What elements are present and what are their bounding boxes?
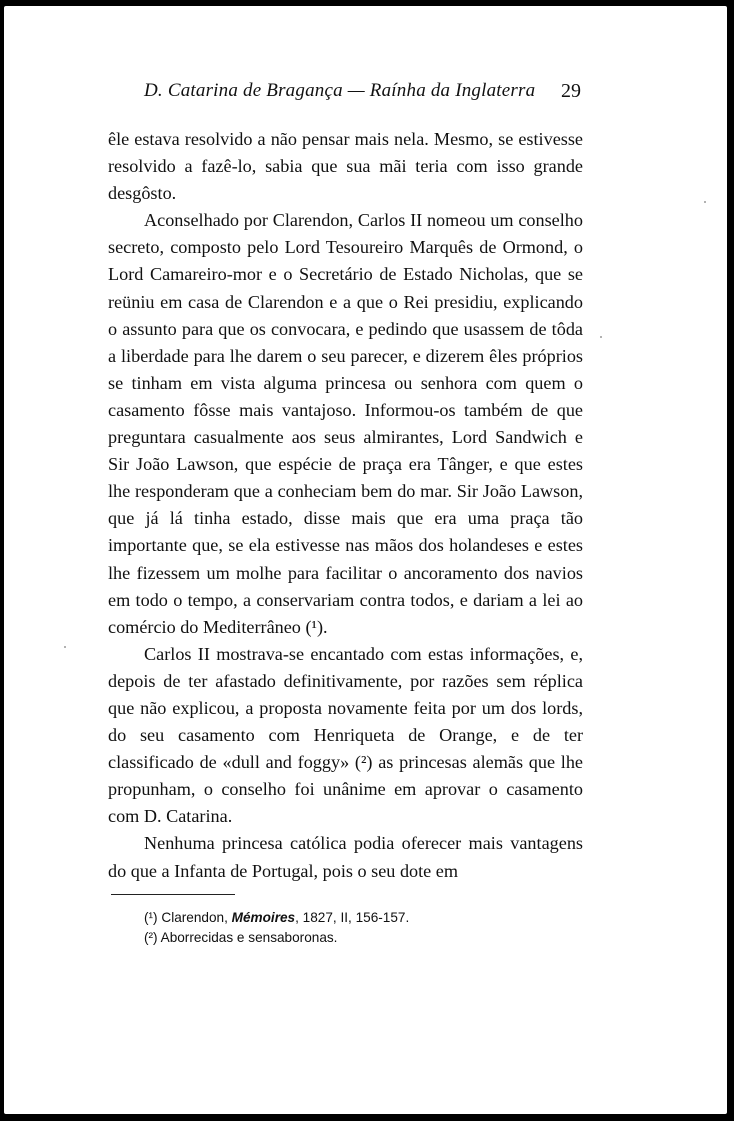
footnote-marker: (²) [144, 930, 158, 945]
paragraph-2: Aconselhado por Clarendon, Carlos II nomeou um conselho secreto, composto pelo Lord Tesoureiro Marquês de Ormond, o Lord Camareiro-mor e o Secretário de Estado Nicholas, que se reüniu em casa de Clarendon e a que o Rei presidiu, explicando o assunto para que os convocara, e pedindo que usassem de tôda a liberdade para lhe darem o seu parecer, e dizerem êles próprios se tinham em vista alguma princesa ou senhora com quem o casamento fôsse mais vantajoso. Informou-os também de que preguntara casualmente aos seus almirantes, Lord Sandwich e Sir João Lawson, que espécie de praça era Tânger, e que estes lhe responderam que a conheciam bem do mar. Sir João Lawson, que já lá tinha estado, disse mais que era uma praça tão importante que, se ela estivesse nas mãos dos holandeses e estes lhe fizessem um molhe para facilitar o ancoramento dos navios em todo o tempo, a conservariam contra todos, e dariam a lei ao comércio do Mediterrâneo (¹). [108, 210, 583, 637]
paragraph-1: êle estava resolvido a não pensar mais nela. Mesmo, se estivesse resolvido a fazê-lo, sabia que sua mãi teria com isso grande desgôsto. [108, 129, 583, 204]
paper-speck [600, 336, 602, 338]
footnote-divider [111, 894, 235, 895]
paragraph-3: Carlos II mostrava-se encantado com estas informações, e, depois de ter afastado definitivamente, por razões sem réplica que não explicou, a proposta novamente feita por um dos lords, do seu casamento com Henriqueta de Orange, e de ter classificado de «dull and foggy» (²) as princesas alemãs que lhe propunham, o conselho foi unânime em aprovar o casamento com D. Catarina. [108, 643, 583, 827]
running-title: D. Catarina de Bragança — Raínha da Inglaterra [144, 80, 536, 101]
paragraph-4: Nenhuma princesa católica podia oferecer mais vantagens do que a Infanta de Portugal, pois o seu dote em [108, 833, 583, 881]
body-text [108, 126, 583, 885]
footnotes [144, 908, 584, 948]
page-number: 29 [561, 80, 581, 102]
paper-speck [704, 201, 706, 203]
footnote-1 [144, 908, 584, 928]
footnote-text: Clarendon, [161, 910, 232, 925]
footnote-marker: (¹) [144, 910, 158, 925]
book-page [4, 6, 727, 1114]
footnote-work-title: Mémoires [231, 910, 296, 925]
footnote-citation: , 1827, II, 156-157. [295, 910, 410, 925]
footnote-text: Aborrecidas e sensaboronas. [160, 930, 338, 945]
paper-speck [64, 646, 66, 648]
footnote-2 [144, 928, 584, 948]
